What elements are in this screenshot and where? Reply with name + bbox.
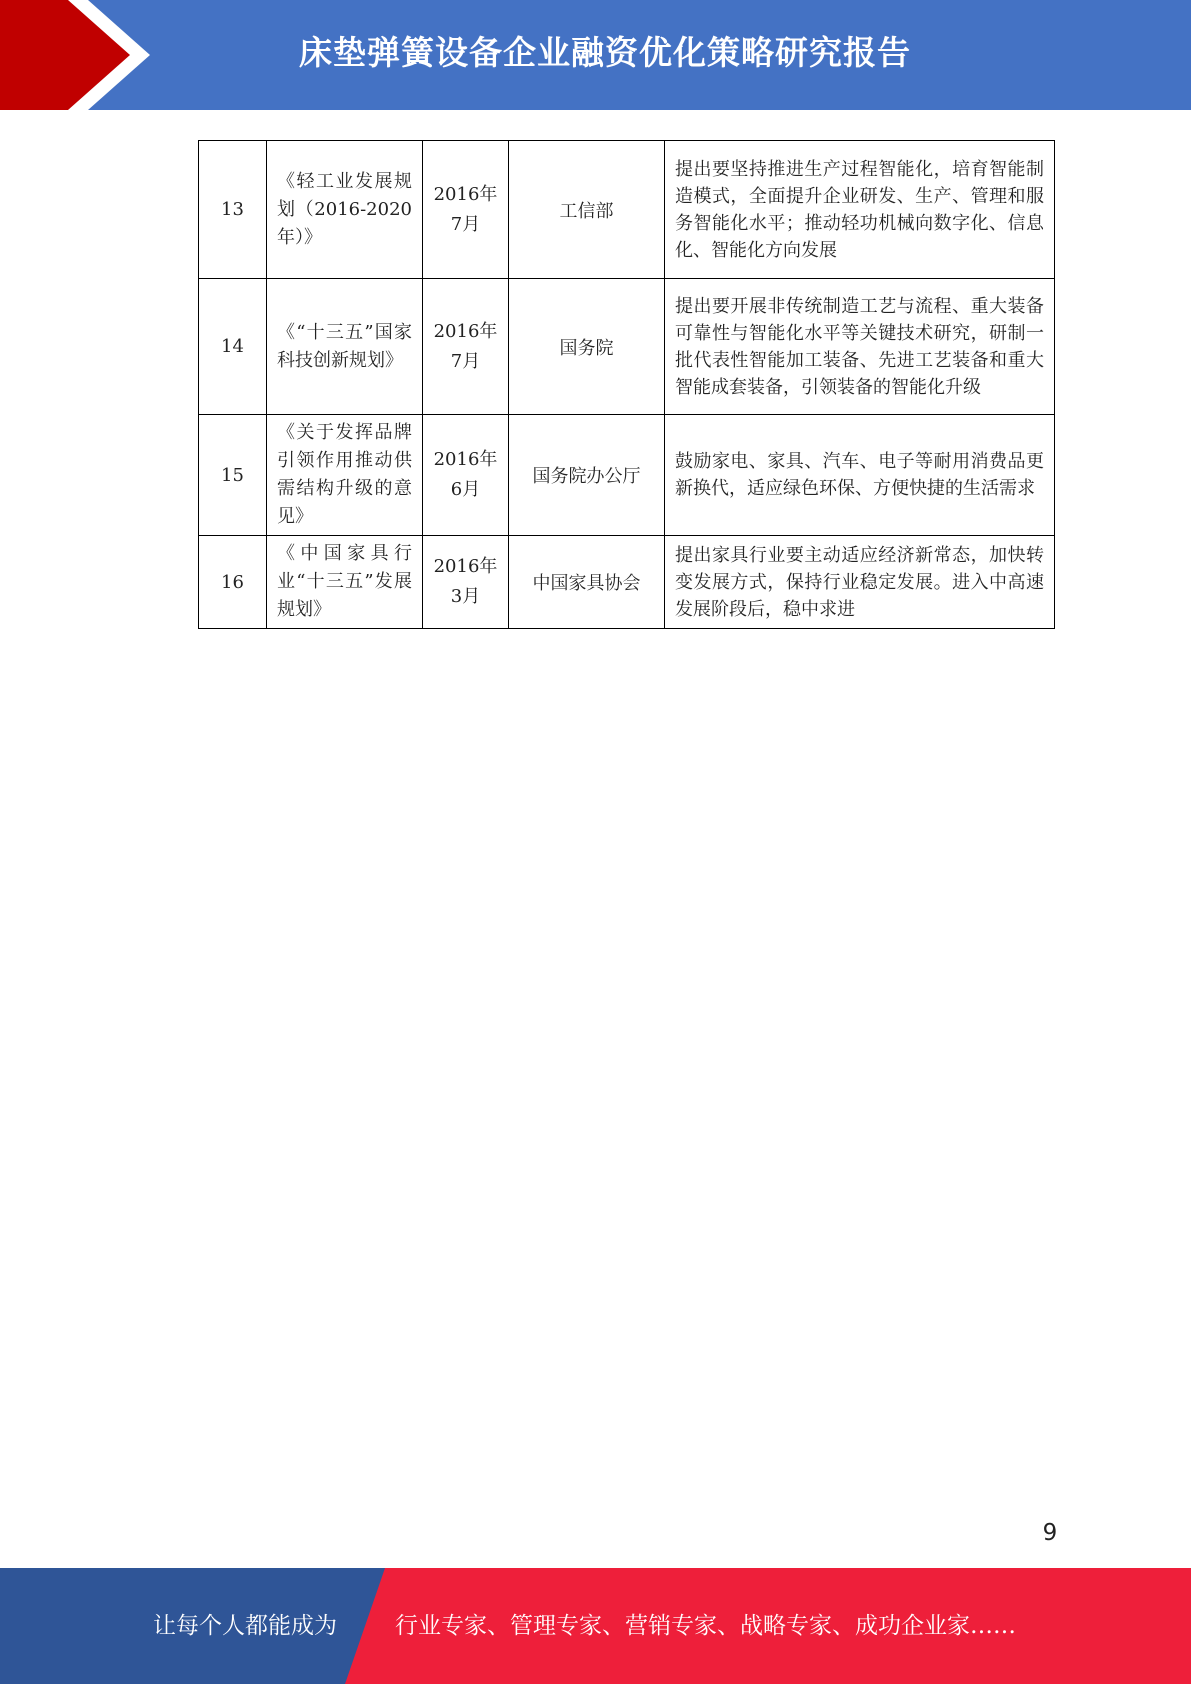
- issue-date: 2016年3月: [423, 536, 509, 629]
- issuing-body: 国务院办公厅: [509, 415, 665, 536]
- row-number: 13: [199, 141, 267, 279]
- policy-name: 《中国家具行业“十三五”发展规划》: [267, 536, 423, 629]
- policy-name: 《“十三五”国家科技创新规划》: [267, 279, 423, 415]
- issuing-body: 中国家具协会: [509, 536, 665, 629]
- issuing-body: 工信部: [509, 141, 665, 279]
- row-number: 14: [199, 279, 267, 415]
- policy-name: 《关于发挥品牌引领作用推动供需结构升级的意见》: [267, 415, 423, 536]
- policy-content: 提出要开展非传统制造工艺与流程、重大装备可靠性与智能化水平等关键技术研究，研制一批代表性智能加工装备、先进工艺装备和重大智能成套装备，引领装备的智能化升级: [665, 279, 1055, 415]
- page-footer: [0, 1568, 1191, 1684]
- issue-date: 2016年6月: [423, 415, 509, 536]
- table-row: [199, 141, 1055, 279]
- page-header: [0, 0, 1191, 110]
- policy-content: 鼓励家电、家具、汽车、电子等耐用消费品更新换代，适应绿色环保、方便快捷的生活需求: [665, 415, 1055, 536]
- row-number: 16: [199, 536, 267, 629]
- policy-content: 提出家具行业要主动适应经济新常态，加快转变发展方式，保持行业稳定发展。进入中高速发展阶段后，稳中求进: [665, 536, 1055, 629]
- row-number: 15: [199, 415, 267, 536]
- table-row: [199, 279, 1055, 415]
- policy-table: [198, 140, 1055, 629]
- table-row: [199, 415, 1055, 536]
- report-title: 床垫弹簧设备企业融资优化策略研究报告: [299, 33, 911, 72]
- issue-date: 2016年7月: [423, 279, 509, 415]
- footer-slogan-right: 行业专家、管理专家、营销专家、战略专家、成功企业家……: [395, 1613, 1016, 1639]
- page-number: 9: [1042, 1520, 1058, 1546]
- footer-slogan-left: 让每个人都能成为: [153, 1613, 337, 1639]
- policy-name: 《轻工业发展规划（2016-2020年）》: [267, 141, 423, 279]
- table-row: [199, 536, 1055, 629]
- issue-date: 2016年7月: [423, 141, 509, 279]
- policy-content: 提出要坚持推进生产过程智能化，培育智能制造模式，全面提升企业研发、生产、管理和服务智能化水平；推动轻功机械向数字化、信息化、智能化方向发展: [665, 141, 1055, 279]
- issuing-body: 国务院: [509, 279, 665, 415]
